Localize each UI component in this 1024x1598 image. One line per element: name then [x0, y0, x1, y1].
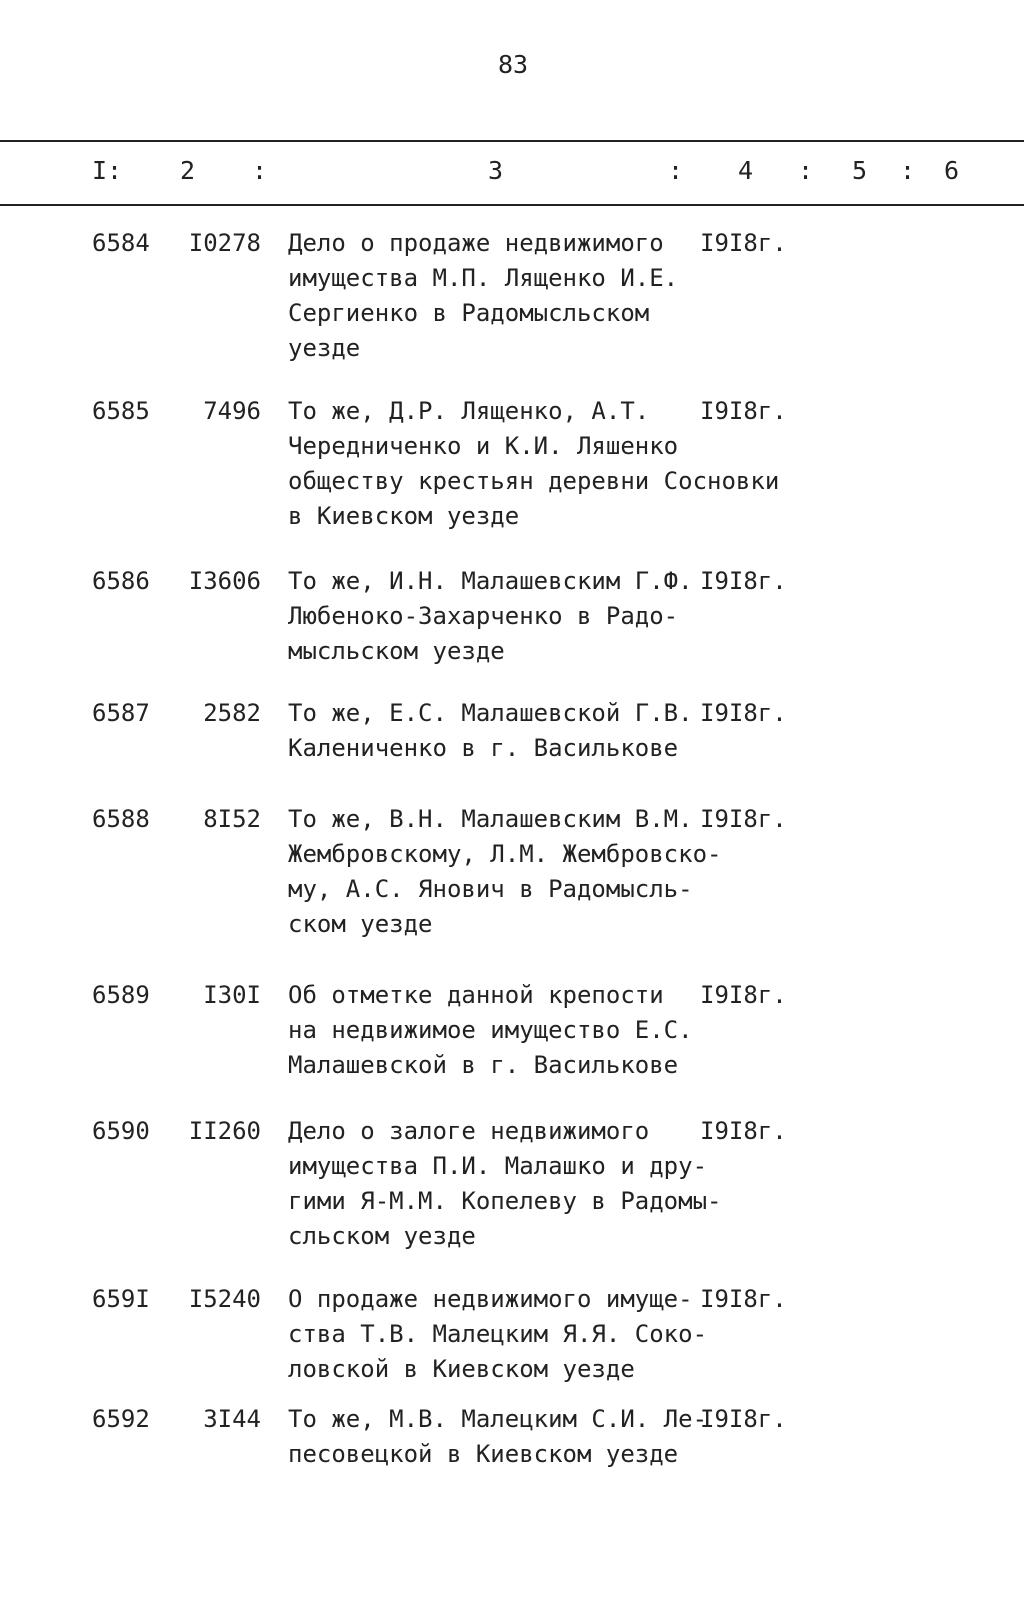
title-line: имущества М.П. Лященко И.Е.: [288, 264, 679, 292]
title-line: Дело о залоге недвижимого: [288, 1117, 650, 1145]
title-line: гими Я-М.М. Копелеву в Радомы-: [288, 1187, 722, 1215]
inventory-number: 2582: [203, 699, 261, 727]
entry-title: [288, 1402, 707, 1472]
title-line: Дело о продаже недвижимого: [288, 229, 664, 257]
title-line: ском уезде: [288, 910, 433, 938]
title-line: Об отметке данной крепости: [288, 981, 664, 1009]
entry-title: [288, 978, 693, 1083]
inventory-number: 8I52: [203, 805, 261, 833]
inventory-number: II260: [188, 1117, 261, 1145]
title-line: То же, В.Н. Малашевским В.М.: [288, 805, 693, 833]
entry-year: I9I8г.: [700, 229, 787, 257]
entry-title: [288, 226, 678, 366]
title-line: мысльском уезде: [288, 637, 505, 665]
title-line: О продаже недвижимого имуще-: [288, 1285, 693, 1313]
title-line: Любеноко-Захарченко в Радо-: [288, 602, 679, 630]
entry-year: I9I8г.: [700, 699, 787, 727]
title-line: Калениченко в г. Василькове: [288, 734, 679, 762]
title-line: Малашевской в г. Василькове: [288, 1051, 679, 1079]
header-bottom-rule: [0, 204, 1024, 206]
title-line: То же, Д.Р. Лященко, А.Т.: [288, 397, 650, 425]
title-line: ства Т.В. Малецким Я.Я. Соко-: [288, 1320, 708, 1348]
title-line: имущества П.И. Малашко и дру-: [288, 1152, 708, 1180]
title-line: Чередниченко и К.И. Ляшенко: [288, 432, 679, 460]
entry-number: 6588: [92, 805, 150, 833]
entry-year: I9I8г.: [700, 1285, 787, 1313]
inventory-number: I5240: [188, 1285, 261, 1313]
entry-year: I9I8г.: [700, 1405, 787, 1433]
entry-year: I9I8г.: [700, 397, 787, 425]
entry-number: 6589: [92, 981, 150, 1009]
entry-number: 6587: [92, 699, 150, 727]
column-separator: :: [252, 156, 268, 185]
column-header-2: 2: [180, 156, 196, 185]
column-separator: :: [900, 156, 916, 185]
entry-year: I9I8г.: [700, 1117, 787, 1145]
column-separator: :: [798, 156, 814, 185]
entry-number: 659I: [92, 1285, 150, 1313]
title-line: в Киевском уезде: [288, 502, 520, 530]
entry-title: [288, 1114, 721, 1254]
title-line: ловской в Киевском уезде: [288, 1355, 635, 1383]
column-header-5: 5: [852, 156, 868, 185]
title-line: му, А.С. Янович в Радомысль-: [288, 875, 693, 903]
title-line: на недвижимое имущество Е.С.: [288, 1016, 693, 1044]
inventory-number: I30I: [203, 981, 261, 1009]
inventory-number: I0278: [188, 229, 261, 257]
title-line: То же, И.Н. Малашевским Г.Ф.: [288, 567, 693, 595]
entry-title: [288, 564, 693, 669]
inventory-number: 7496: [203, 397, 261, 425]
inventory-number: I3606: [188, 567, 261, 595]
column-header-3: 3: [488, 156, 504, 185]
title-line: сльском уезде: [288, 1222, 476, 1250]
page-number: 83: [497, 50, 529, 79]
entry-number: 6586: [92, 567, 150, 595]
column-header-4: 4: [738, 156, 754, 185]
title-line: То же, Е.С. Малашевской Г.В.: [288, 699, 693, 727]
entry-number: 6584: [92, 229, 150, 257]
entry-title: [288, 802, 721, 942]
column-header-1: I:: [92, 156, 123, 185]
title-line: обществу крестьян деревни Сосновки: [288, 467, 780, 495]
title-line: То же, М.В. Малецким С.И. Ле-: [288, 1405, 708, 1433]
title-line: песовецкой в Киевском уезде: [288, 1440, 679, 1468]
entry-year: I9I8г.: [700, 567, 787, 595]
entry-number: 6590: [92, 1117, 150, 1145]
header-top-rule: [0, 140, 1024, 142]
entry-year: I9I8г.: [700, 981, 787, 1009]
column-header-6: 6: [944, 156, 960, 185]
title-line: Жембровскому, Л.М. Жембровско-: [288, 840, 722, 868]
entry-year: I9I8г.: [700, 805, 787, 833]
entry-number: 6592: [92, 1405, 150, 1433]
entry-number: 6585: [92, 397, 150, 425]
title-line: Сергиенко в Радомысльском: [288, 299, 650, 327]
column-separator: :: [668, 156, 684, 185]
entry-title: [288, 1282, 707, 1387]
title-line: уезде: [288, 334, 361, 362]
inventory-number: 3I44: [203, 1405, 261, 1433]
entry-title: [288, 696, 693, 766]
